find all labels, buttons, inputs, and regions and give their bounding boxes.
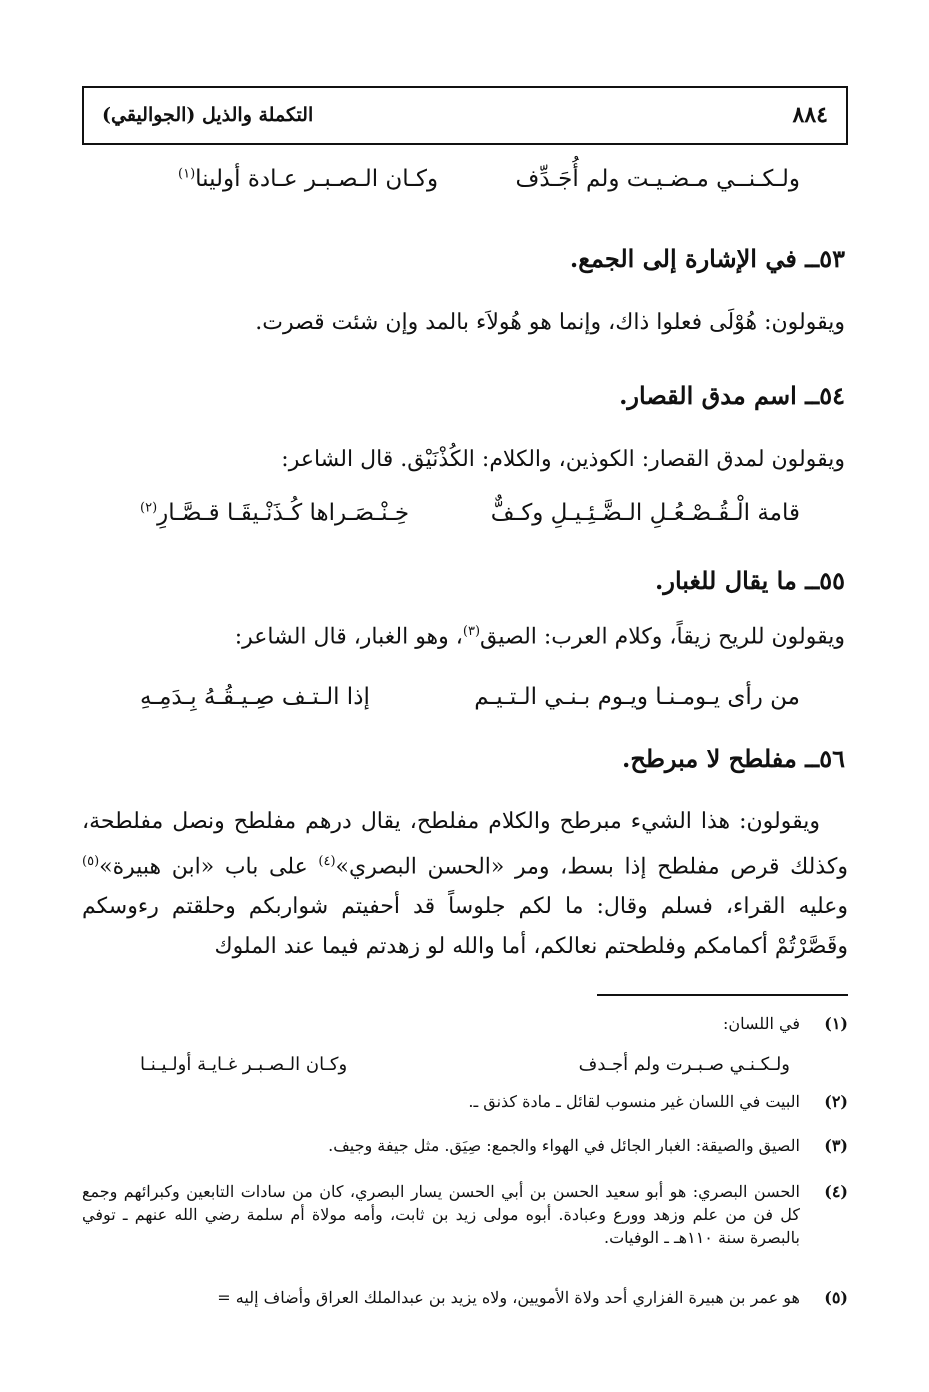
footnote-text: في اللسان: [723, 1014, 800, 1033]
section-heading-54: ٥٤ــ اسم مدق القصار. [619, 381, 845, 410]
footnote-number: (٣) [824, 1136, 848, 1155]
footnote-text: هو عمر بن هبيرة الفزاري أحد ولاة الأمويين، ولاه يزيد بن عبدالملك العراق وأضاف إليه = [217, 1288, 800, 1307]
running-title: التكملة والذيل (الجواليقي) [102, 104, 314, 126]
section-heading-53: ٥٣ــ في الإشارة إلى الجمع. [569, 244, 845, 273]
footnote-ref: (١) [178, 166, 196, 182]
top-verse [110, 166, 800, 206]
footnote-number: (٢) [824, 1092, 848, 1111]
footnote-ref: (٤) [318, 854, 336, 869]
footnote-1-verse [140, 1054, 790, 1082]
footnote-text: الصيق والصيقة: الغبار الجائل في الهواء والجمع: صِيَق. مثل جيفة وجيف. [328, 1136, 800, 1155]
footnote-number: (١) [824, 1014, 848, 1033]
section-heading-56: ٥٦ــ مفلطح لا مبرطح. [621, 744, 845, 773]
section-text-54: ويقولون لمدق القصار: الكوذين، والكلام: الكُذْنَيْق. قال الشاعر: [281, 447, 845, 472]
footnote-text: البيت في اللسان غير منسوب لقائل ـ مادة كذنق ـ. [468, 1092, 800, 1111]
verse-hemistich-left: وكـان الـصـبـر غـايـة أولـيـنـا [140, 1054, 348, 1075]
footnote-3 [82, 1134, 848, 1160]
section-text-53: ويقولون: هُوْلَى فعلوا ذاك، وإنما هو هُولاَء بالمد وإن شئت قصرت. [255, 310, 845, 335]
footnote-ref: (٣) [462, 624, 481, 639]
text-segment: ويقولون للريح زيقاً، وكلام العرب: الصيق [480, 624, 845, 650]
verse-54 [110, 500, 800, 540]
verse-hemistich-left [178, 166, 438, 192]
verse-left-text: وكـان الـصـبـر عـادة أولينا [195, 166, 439, 192]
verse-hemistich-left [140, 500, 409, 526]
verse-hemistich-right: ولـكـنـي صـبـرت ولم أجـدف [578, 1054, 790, 1075]
verse-hemistich-right: ولـكـنــي مـضـيـت ولم أُجَـدِّف [515, 166, 800, 192]
verse-left-text: خِـنْـصَـراها كُـذَنْـيقَـا قـصَّـارِ [157, 500, 410, 526]
verse-hemistich-right: من رأى يـومـنـا ويـوم بـنـي الـتـيـم [474, 684, 800, 710]
footnote-2 [82, 1090, 848, 1116]
verse-55 [110, 684, 800, 724]
footnote-text: الحسن البصري: هو أبو سعيد الحسن بن أبي الحسن يسار البصري، كان من سادات التابعين وكبرائهم وجمع كل فن من علم وزهد وورع وعبادة. أبوه مولى زيد بن ثابت، وأمه مولاة أم سلمة رضي الله عنهم ـ توفي بالبصرة سنة ١١٠هـ ـ الوفيات. [82, 1182, 800, 1247]
section-text-56 [82, 802, 848, 967]
footnote-number: (٥) [824, 1288, 848, 1307]
text-segment: على باب «ابن هبيرة» [99, 854, 319, 880]
verse-hemistich-left: إذا الـتـف صِـيـقُـهُ بِـدَمِـهِ [140, 684, 370, 710]
footnote-number: (٤) [824, 1182, 848, 1201]
text-segment: وعليه القراء، فسلم وقال: ما لكم جلوساً قد أحفيتم شواربكم وحلقتم رءوسكم وقَصَّرْتُمْ أكمامكم وفلطحتم نعالكم، أما والله لو زهدتم فيما عند الملوك [82, 894, 848, 960]
section-heading-55: ٥٥ــ ما يقال للغبار. [655, 566, 845, 595]
footnote-rule [597, 994, 848, 996]
page-header [82, 86, 848, 144]
text-segment: ويقولون: هذا الشيء مبرطح والكلام مفلطح، يقال درهم مفلطح ونصل مفلطحة، وكذلك قرص مفلطح إذا بسط، ومر «الحسن البصري» [82, 809, 849, 880]
text-segment: ، وهو الغبار، قال الشاعر: [234, 624, 463, 650]
footnote-ref: (٢) [140, 500, 158, 516]
verse-hemistich-right: قامة الْـقُـصْـعُـلِ الـضَّـئِـيـلِ وكـفٌّ [490, 500, 800, 526]
footnote-ref: (٥) [82, 854, 100, 869]
header-rule [82, 143, 848, 145]
page-number: ٨٨٤ [792, 102, 828, 128]
footnote-1 [82, 1012, 848, 1038]
footnote-4 [82, 1180, 848, 1260]
section-text-55 [235, 624, 845, 649]
footnote-5 [82, 1286, 848, 1312]
